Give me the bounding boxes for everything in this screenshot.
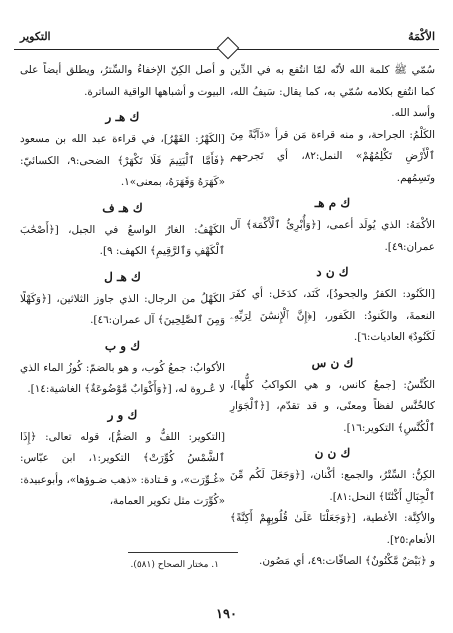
paragraph: الأكوابُ: جمعُ كُوب، و هو بالضمّ: كُوزُ الماء الذي لا عُـروة له، [﴿وَأَكْوَابٌ مَّوْضُوعَةٌ﴾ الغاشية:١٤].	[20, 361, 225, 395]
entry-heading: ك هـ ل	[104, 269, 141, 284]
paragraph: [التكوير: اللفُّ و الضمُّ]، قوله تعالى: ﴿إِذَا ٱلشَّمْسُ كُوِّرَتْ﴾ التكوير:١، ابن عبّاس: «غُـوِّرَت»، و قـتادة: «ذهب ضـوؤها»، وأبوعبيدة: «كُوِّرَت مثل تكوير العمامة،	[20, 430, 225, 507]
right-column	[230, 60, 435, 573]
diamond-ornament-icon	[216, 37, 239, 60]
paragraph: الكَلْمُ: الجراحة، و منه قراءة مَن قرأ «دَآبَّةً مِنَ ٱلْأَرْضِ تَكْلِمُهُمْ» النمل:٨٢، أي تَجرحهم وتَسِمُهم.	[230, 128, 435, 184]
paragraph: والأكِنَّة: الأغطية، [﴿وَجَعَلْنَا عَلَىٰ قُلُوبِهِمْ أَكِنَّةً﴾ الأنعام:٢٥].	[230, 512, 435, 546]
entry-heading: ك و ر	[107, 407, 138, 422]
paragraph: و ﴿بَيْضٌ مَّكْنُونٌ﴾ الصافّات:٤٩، أي مَصُون.	[259, 555, 435, 567]
page-number: ١٩٠	[216, 607, 237, 622]
entry-heading: ك ن س	[311, 355, 354, 370]
entry-heading: ك م هـ	[314, 196, 351, 210]
running-title-left: التكوير	[20, 30, 51, 43]
paragraph: و أصل الكِنّ الإخفاءُ والسِّترُ، ويطلق أيضاً على البيوت و أشباهها الواقية الساترة.	[20, 64, 225, 98]
paragraph: [الكَنُود: الكفرُ والجحودُ]، كَنَد، كدَخَل: أي كفَرَ النعمةَ، والكَنودُ: الكَفور، [﴿إِنَّ ٱلْإِنسَٰنَ لِرَبِّهِۦ لَكَنُودٌ﴾ العاديات:٦].	[230, 288, 435, 343]
paragraph: الكَهْفُ: الغارُ الواسعُ في الجبل، [﴿أَصْحَٰبَ ٱلْكَهْفِ وَٱلرَّقِيمِ﴾ الكهف: ٩].	[20, 223, 225, 257]
paragraph: سُمّي ﷺ كلمة الله لأنّه لمّا انتُفع به في الدِّين كما انتُفع بكلامه سُمّي به، كما يقال: سَيفُ الله، وأسد الله.	[230, 64, 435, 119]
page-header	[14, 28, 439, 50]
left-column	[20, 60, 225, 513]
paragraph: الكَهْلُ من الرجال: الذي جاوز الثلاثين، [﴿وَكَهْلًا وَمِنَ ٱلصَّٰلِحِينَ﴾ آل عمران:٤٦].	[20, 292, 225, 326]
paragraph: الكِنُّ: السِّتْرُ، والجمع: أكْنان، [﴿وَجَعَلَ لَكُم مِّنَ ٱلْجِبَالِ أَكْنَٰنًا﴾ النحل:٨١].	[230, 469, 435, 503]
paragraph: [الكَهْرُ: القَهْرُ]، في قراءة عبد الله بن مسعود ﴿فَأَمَّا ٱلْيَتِيمَ فَلَا تَكْهَرْ﴾ الضحى:٩، الكسائيّ: «كَهَرَهُ وَقَهَرَهُ، بمعنى»١.	[20, 133, 225, 188]
entry-heading: ك و ب	[104, 338, 141, 353]
paragraph: الأكْمَهُ: الذي يُولَد أعمى، [﴿وَأُبْرِئُ ٱلْأَكْمَهَ﴾ آل عمران:٤٩].	[230, 219, 435, 253]
entry-heading: ك هـ ر	[105, 110, 140, 124]
footnote: ١. مختار الصحاح (٥٨١).	[130, 560, 219, 570]
paragraph: الكُنَّسُ: [جمعُ كانس، و هي الكواكبُ كلُّها]، كالخُنَّس لفظاً ومعنًى، و قد تقدّم، [﴿ٱلْجَوَارِ ٱلْكُنَّسِ﴾ التكوير:١٦].	[230, 378, 435, 434]
entry-heading: ك ن د	[316, 265, 349, 279]
footnote-rule	[128, 552, 238, 553]
running-title-right: الأكْمَهُ	[408, 30, 435, 43]
entry-heading: ك هـ ف	[102, 200, 143, 215]
entry-heading: ك ن ن	[314, 446, 351, 460]
